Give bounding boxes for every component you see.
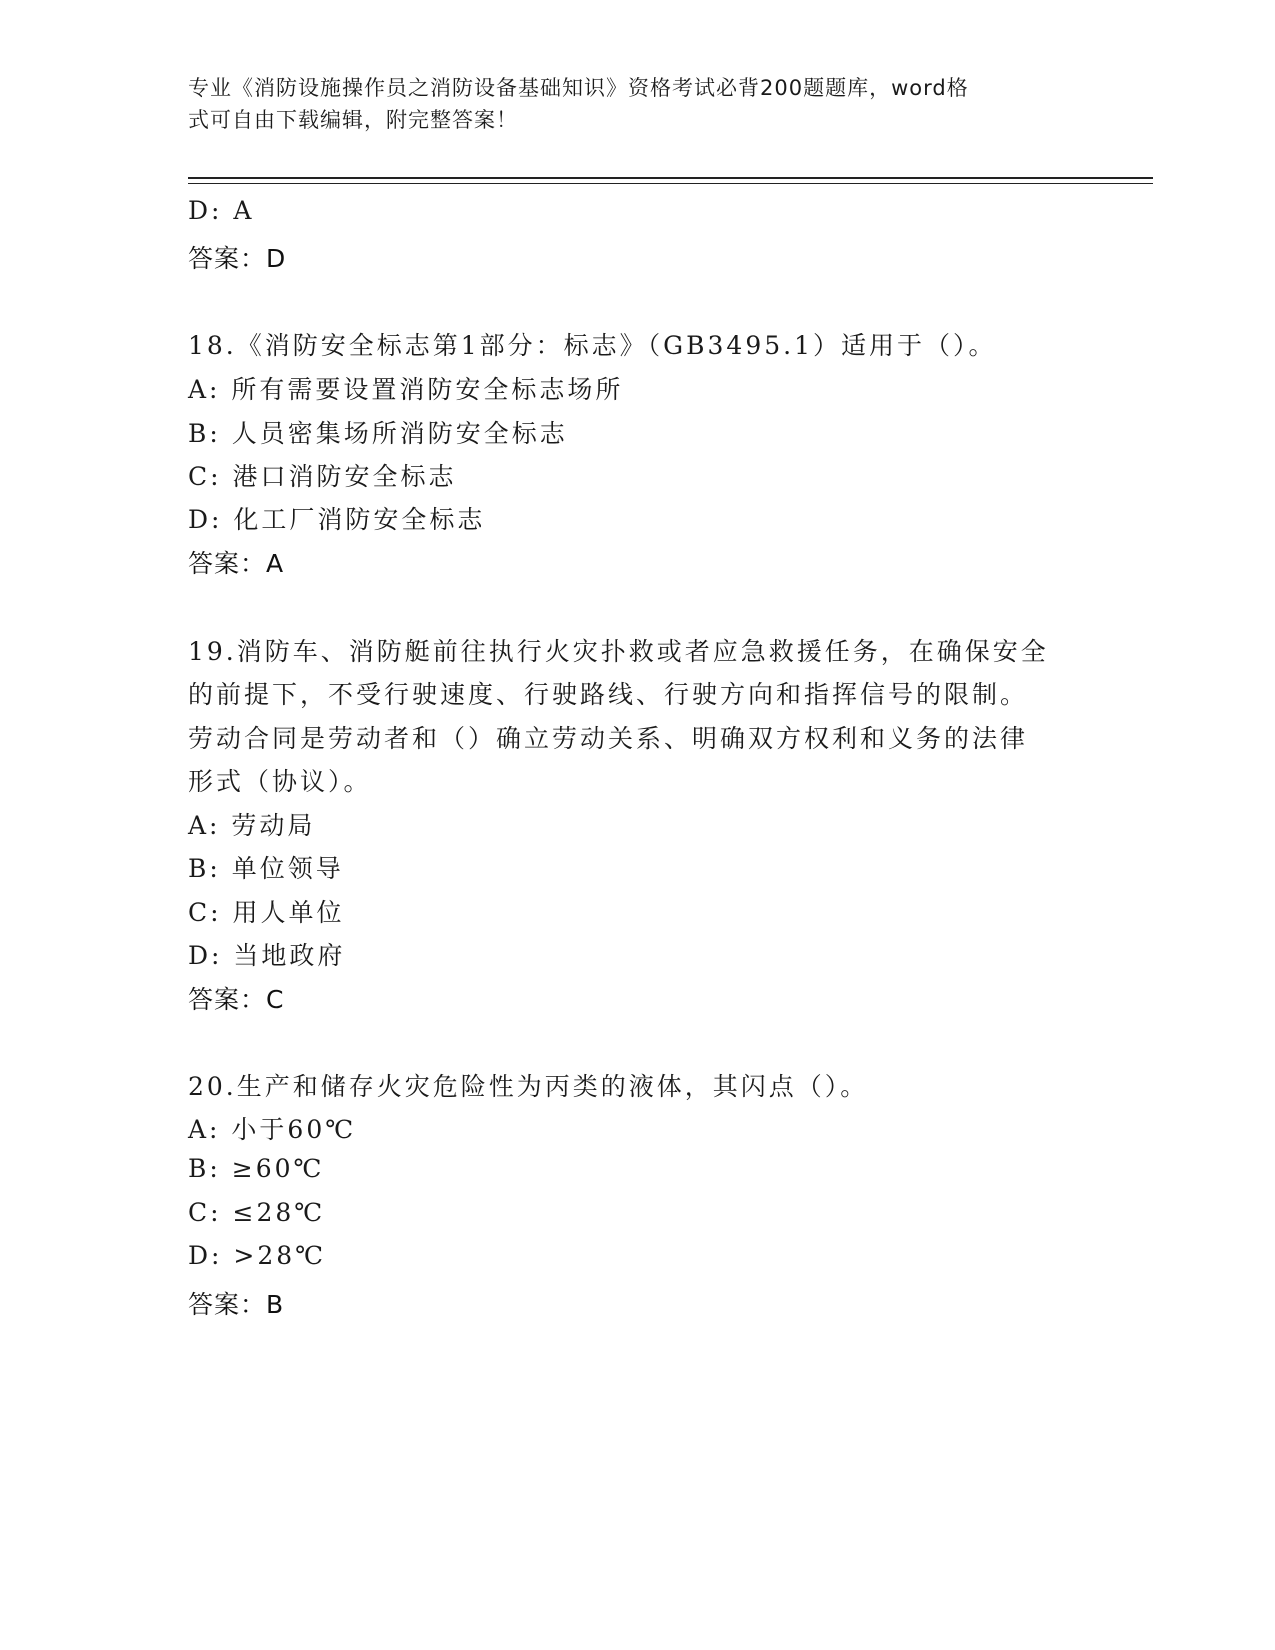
q18-question: 18.《消防安全标志第1部分：标志》（GB3495.1）适用于（）。 — [188, 331, 997, 360]
q20-answer: 答案：B — [188, 1290, 285, 1319]
header-line-1: 专业《消防设施操作员之消防设备基础知识》资格考试必背200题题库，word格 — [188, 76, 969, 100]
document-header — [188, 72, 1068, 136]
q18-answer: 答案：A — [188, 549, 285, 578]
q18-option-d: D: 化工厂消防安全标志 — [188, 505, 486, 534]
q20-option-d: D: >28℃ — [188, 1241, 327, 1270]
q19-option-a: A: 劳动局 — [188, 811, 316, 840]
q18-option-a: A: 所有需要设置消防安全标志场所 — [188, 375, 624, 404]
header-divider-thick — [188, 177, 1153, 179]
q20-option-c: C: ≤28℃ — [188, 1198, 326, 1227]
q19-option-b: B: 单位领导 — [188, 854, 344, 883]
q19-answer: 答案：C — [188, 985, 285, 1014]
q19-option-c: C: 用人单位 — [188, 898, 345, 927]
prev-option-d: D: A — [188, 196, 255, 225]
q19-question-line-1: 19.消防车、消防艇前往执行火灾扑救或者应急救援任务，在确保安全 — [188, 637, 1049, 666]
q19-question-line-2: 的前提下，不受行驶速度、行驶路线、行驶方向和指挥信号的限制。 — [188, 680, 1029, 709]
q19-question-line-3: 劳动合同是劳动者和（）确立劳动关系、明确双方权利和义务的法律 — [188, 724, 1029, 753]
q20-question: 20.生产和储存火灾危险性为丙类的液体，其闪点（）。 — [188, 1072, 869, 1101]
q18-option-c: C: 港口消防安全标志 — [188, 462, 457, 491]
q19-question-line-4: 形式（协议）。 — [188, 767, 372, 796]
header-line-2: 式可自由下载编辑，附完整答案！ — [188, 108, 518, 132]
q20-option-a: A: 小于60℃ — [188, 1115, 357, 1144]
q20-option-b: B: ≥60℃ — [188, 1154, 325, 1183]
q18-option-b: B: 人员密集场所消防安全标志 — [188, 419, 568, 448]
prev-answer: 答案：D — [188, 244, 287, 273]
header-divider-thin — [188, 183, 1153, 184]
q19-option-d: D: 当地政府 — [188, 941, 346, 970]
